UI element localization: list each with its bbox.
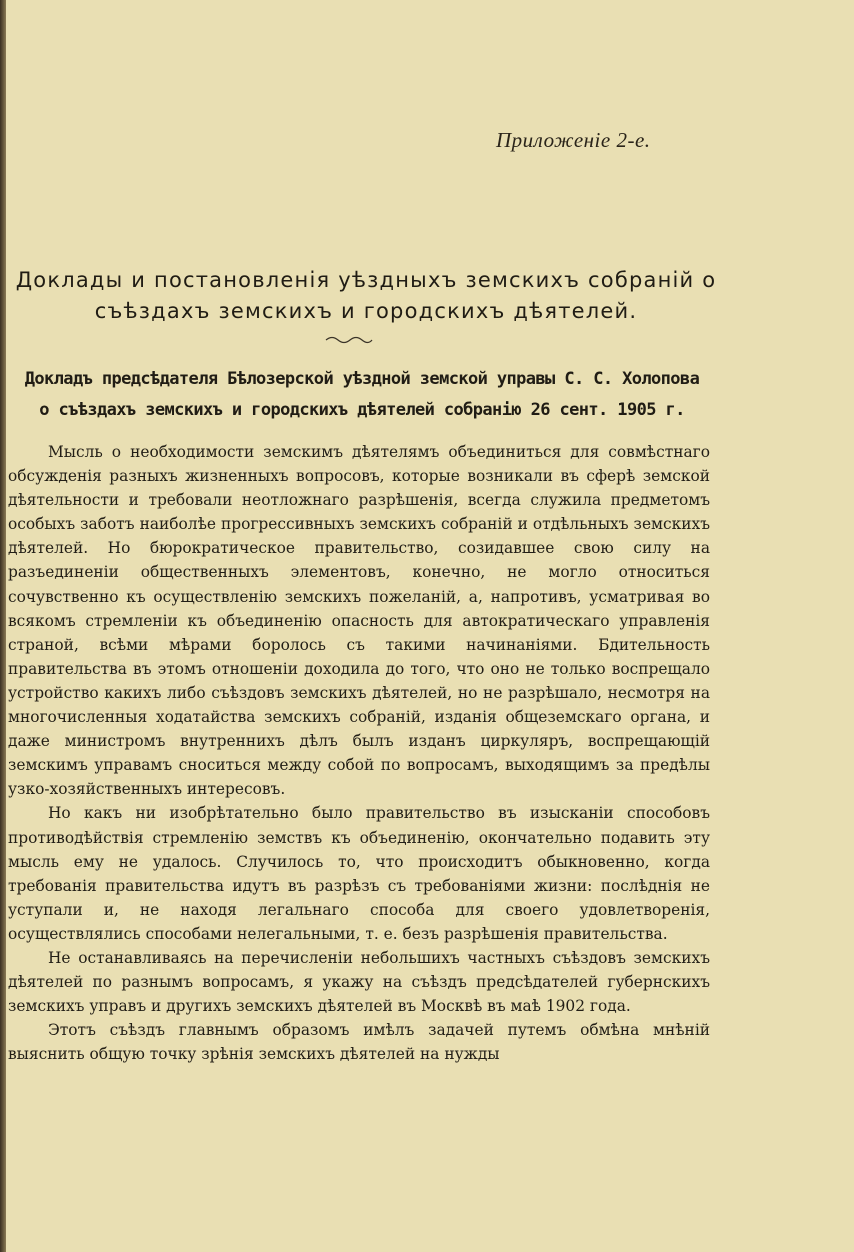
paragraph: Но какъ ни изобрѣтательно было правительство въ изысканiи способовъ противодѣйствiя стремленiю земствъ къ объединенiю, окончательно подавить эту мысль ему не удалось. Случилось то, что происходитъ обыкновенно, когда требованiя правительства идутъ въ разрѣзъ съ требованiями жизни: послѣднiя не уступали и, не находя легальнаго способа для своего удовлетворенiя, осуществлялись способами нелегальными, т. е. безъ разрѣшенiя правительства. <box>8 804 710 943</box>
paragraph: Этотъ съѣздъ главнымъ образомъ имѣлъ задачей путемъ обмѣна мнѣнiй выяснить общую точку зрѣнiя земскихъ дѣятелей на нужды <box>8 1021 710 1064</box>
report-subtitle-line-1: Докладъ предсѣдателя Бѣлозерской уѣздной земской управы С. С. Холопова <box>24 369 700 389</box>
section-title-line-1: Доклады и постановленiя уѣздныхъ земскихъ собранiй о <box>15 268 717 292</box>
paragraph: Не останавливаясь на перечисленiи небольшихъ частныхъ съѣздовъ земскихъ дѣятелей по разнымъ вопросамъ, я укажу на съѣздъ предсѣдателей губернскихъ земскихъ управъ и другихъ земскихъ дѣятелей въ Москвѣ въ маѣ 1902 года. <box>8 948 710 1016</box>
appendix-label: Приложенiе 2-е. <box>496 128 651 152</box>
report-subtitle <box>8 364 716 426</box>
section-title-line-2: съѣздахъ земскихъ и городскихъ дѣятелей. <box>94 299 638 323</box>
tilde-ornament <box>324 334 374 346</box>
section-title <box>8 265 724 327</box>
body-text <box>8 440 710 1066</box>
book-spine-edge <box>0 0 6 1252</box>
report-subtitle-line-2: о съѣздахъ земскихъ и городскихъ дѣятелей собранiю 26 сент. 1905 г. <box>39 400 685 420</box>
paragraph: Мысль о необходимости земскимъ дѣятелямъ объединиться для совмѣстнаго обсужденiя разныхъ жизненныхъ вопросовъ, которые возникали въ сферѣ земской дѣятельности и требовали неотложнаго разрѣшенiя, всегда служила предметомъ особыхъ заботъ наиболѣе прогрессивныхъ земскихъ собранiй и отдѣльныхъ земскихъ дѣятелей. Но бюрократическое правительство, созидавшее свою силу на разъединенiи общественныхъ элементовъ, конечно, не могло относиться сочувственно къ осуществленiю земскихъ пожеланiй, а, напротивъ, усматривая во всякомъ стремленiи къ объединенiю опасность для автократическаго управленiя страной, всѣми мѣрами боролось съ такими начинанiями. Бдительность правительства въ этомъ отношенiи доходила до того, что оно не только воспрещало устройство какихъ либо съѣздовъ земскихъ дѣятелей, но не разрѣшало, несмотря на многочисленныя ходатайства земскихъ собранiй, изданiя общеземскаго органа, и даже министромъ внутреннихъ дѣлъ былъ изданъ циркуляръ, воспрещающiй земскимъ управамъ сноситься между собой по вопросамъ, выходящимъ за предѣлы узко-хозяйственныхъ интересовъ. <box>8 443 710 799</box>
